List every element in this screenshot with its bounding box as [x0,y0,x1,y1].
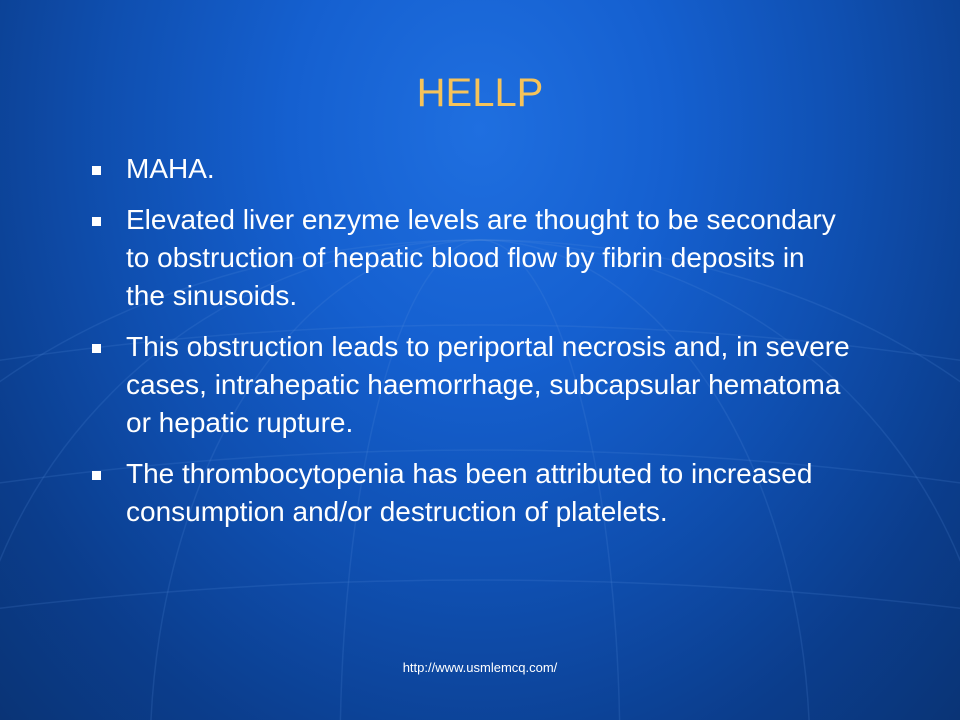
footer-url: http://www.usmlemcq.com/ [402,660,558,675]
square-bullet-icon [92,471,101,480]
bullet-item [90,150,850,188]
bullet-text: MAHA. [126,153,215,184]
slide-title: HELLP [416,71,544,115]
square-bullet-icon [92,344,101,353]
bullet-item [90,328,850,442]
bullet-item [90,455,850,531]
bullet-text: The thrombocytopenia has been attributed to increased consumption and/or destruction of platelets. [126,458,813,527]
square-bullet-icon [92,217,101,226]
bullet-text: Elevated liver enzyme levels are thought to be secondary to obstruction of hepatic blood flow by fibrin deposits in the sinusoids. [126,204,836,311]
bullet-item [90,201,850,315]
bullet-text: This obstruction leads to periportal necrosis and, in severe cases, intrahepatic haemorrhage, subcapsular hematoma or hepatic rupture. [126,331,850,438]
bullet-list [90,150,850,544]
square-bullet-icon [92,166,101,175]
